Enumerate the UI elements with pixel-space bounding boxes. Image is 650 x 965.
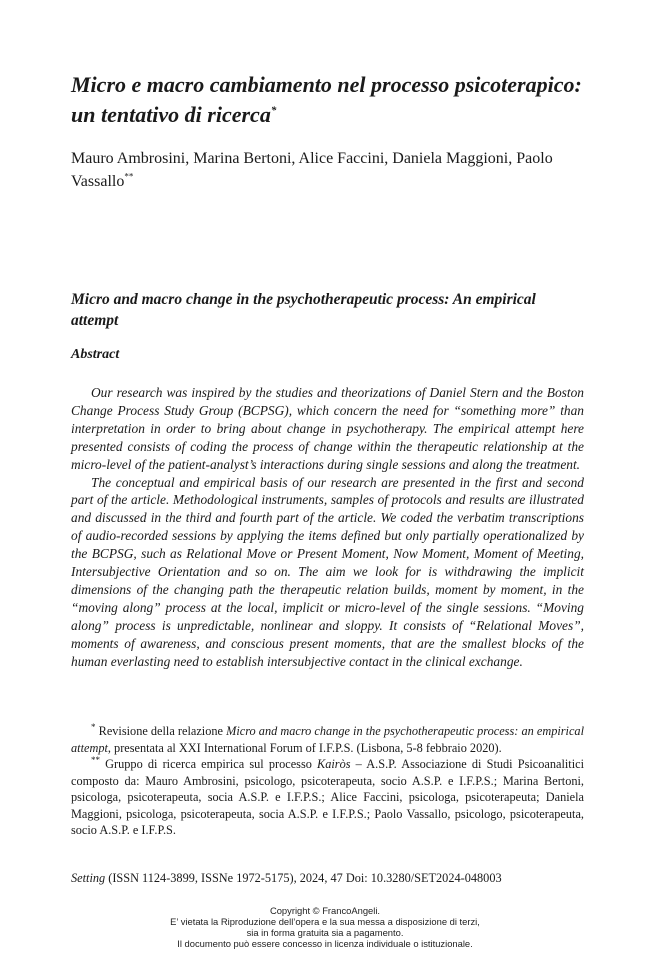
abstract-heading: Abstract xyxy=(71,347,120,362)
journal-name: Setting xyxy=(71,871,106,885)
footnote-2-italic-word: Kairòs xyxy=(317,757,351,771)
english-title: Micro and macro change in the psychotherapeutic process: An empirical attempt xyxy=(71,291,536,329)
footnote-2-text-after: – A.S.P. Associazione di Studi Psicoanalitici composto da: Mauro Ambrosini, psicologo, psicoterapeuta, socio A.S.P. e I.F.P.S.; Marina Bertoni, psicologa, psicoterapeuta, socia A.S.P. e I.F.P.S.; Alice Faccini, psicologa, psicoterapeuta; Daniela Maggioni, psicologa, psicoterapeuta, socia A.S.P. e I.F.P.S.; Paolo Vassallo, psicologo, psicoterapeuta, socio A.S.P. e I.F.P.S. xyxy=(71,757,584,837)
footnotes xyxy=(71,723,584,839)
journal-citation xyxy=(71,870,591,886)
author-names: Mauro Ambrosini, Marina Bertoni, Alice Faccini, Daniela Maggioni, Paolo Vassallo xyxy=(71,150,553,190)
authors-footnote-marker: ** xyxy=(124,171,134,182)
copyright-footer xyxy=(0,905,650,949)
footnote-1-marker: * xyxy=(91,721,96,732)
article-title xyxy=(71,70,591,130)
footnote-1-text-after: , presentata al XXI International Forum of I.F.P.S. (Lisbona, 5-8 febbraio 2020). xyxy=(107,740,502,755)
abstract-body xyxy=(71,384,584,671)
citation-details: (ISSN 1124-3899, ISSNe 1972-5175), 2024, 47 Doi: 10.3280/SET2024-048003 xyxy=(105,871,502,885)
article-title-text: Micro e macro cambiamento nel processo psicoterapico: un tentativo di ricerca xyxy=(71,72,582,127)
copyright-line-1: Copyright © FrancoAngeli. xyxy=(269,905,381,916)
author-list xyxy=(71,147,591,193)
footnote-1-italic-title: Micro and macro change in the psychotherapeutic process: an empirical attempt xyxy=(71,724,584,755)
abstract-paragraph-2: The conceptual and empirical basis of our research are presented in the first and second part of the article. Methodological instruments, samples of protocols and results are illustrated and discussed in the third and fourth part of the article. We coded the verbatim transcriptions of audio-recorded sessions by applying the items defined but only partially operationalized by the BCPSG, such as Relational Move or Present Moment, Now Moment, Moment of Meeting, Intersubjective Orientation and so on. The aim we look for is withdrawing the implicit dimensions of the changing path the therapeutic relation builds, moment by moment, in the “moving along” process at the local, implicit or micro-level of the single sessions. “Moving along” process is unpredictable, nonlinear and sloppy. It consists of “Relational Moves”, moments of awareness, and conscious present moments, that are the smallest blocks of the human everlasting need to establish intersubjective contact in the clinical exchange. xyxy=(71,474,584,669)
footnote-2-marker: ** xyxy=(91,754,100,765)
copyright-line-2: E’ vietata la Riproduzione dell’opera e la sua messa a disposizione di terzi, xyxy=(170,916,480,927)
copyright-line-4: Il documento può essere concesso in licenza individuale o istituzionale. xyxy=(177,938,473,949)
footnote-2-text-before: Gruppo di ricerca empirica sul processo xyxy=(100,757,318,771)
footnote-1-text-before: Revisione della relazione xyxy=(95,724,227,738)
copyright-line-3: sia in forma gratuita sia a pagamento. xyxy=(246,927,404,938)
footnote-1 xyxy=(71,723,584,756)
title-footnote-marker: * xyxy=(270,104,277,117)
footnote-2 xyxy=(71,756,584,839)
abstract-paragraph-1: Our research was inspired by the studies and theorizations of Daniel Stern and the Boston Change Process Study Group (BCPSG), which concern the need for “something more” than interpretation in order to bring about change in psychotherapy. The empirical attempt here presented consists of coding the process of change within the therapeutic relationship at the micro-level of the patient-analyst’s interactions during single sessions and along the treatment. xyxy=(71,385,584,472)
